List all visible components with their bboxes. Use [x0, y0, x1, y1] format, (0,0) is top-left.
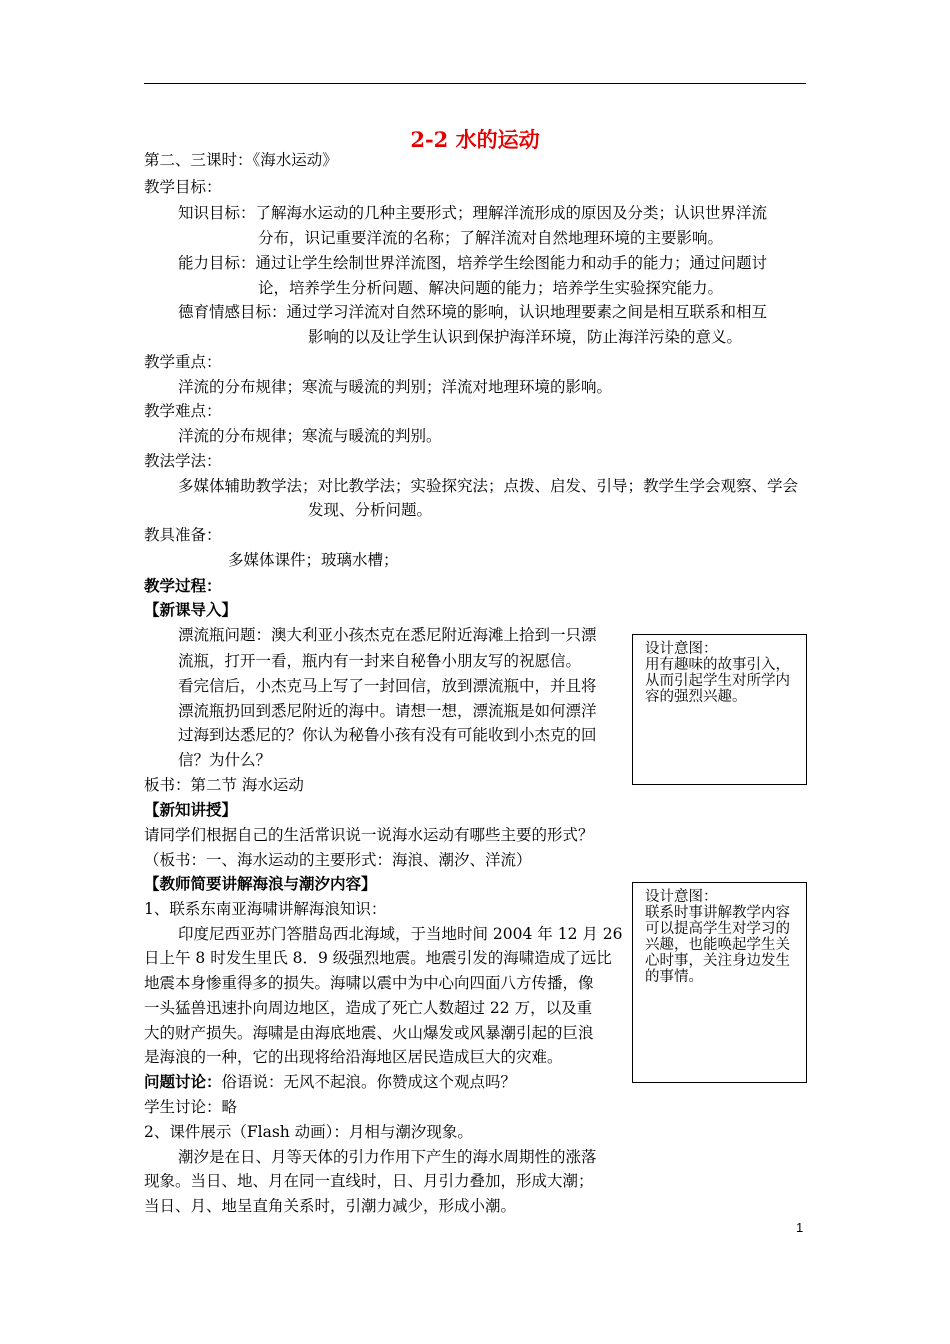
design-intent-1-heading: 设计意图：	[645, 641, 718, 657]
tide-line2: 潮汐是在日、月等天体的引力作用下产生的海水周期性的涨落	[178, 1148, 597, 1166]
difficult-points-heading: 教学难点：	[144, 402, 222, 420]
new-knowledge-question: 请同学们根据自己的生活常识说一说海水运动有哪些主要的形式？	[144, 826, 594, 844]
design-intent-box-1	[632, 634, 807, 785]
objectives-heading: 教学目标：	[144, 178, 222, 196]
difficult-points-text: 洋流的分布规律；寒流与暖流的判别。	[178, 427, 442, 445]
key-points-text: 洋流的分布规律；寒流与暖流的判别；洋流对地理环境的影响。	[178, 378, 613, 396]
wave-line3: 日上午 8 时发生里氏 8．9 级强烈地震。地震引发的海啸造成了远比	[144, 949, 612, 967]
intro-line6: 信？为什么？	[178, 751, 272, 769]
knowledge-goal-line2: 分布，识记重要洋流的名称；了解洋流对自然地理环境的主要影响。	[258, 229, 724, 247]
page-title: 2-2 水的运动	[410, 127, 540, 152]
discussion-line	[144, 1072, 516, 1092]
moral-goal-line1: 德育情感目标：通过学习洋流对自然环境的影响，认识地理要素之间是相互联系和相互	[178, 303, 768, 321]
teacher-explanation-heading: 【教师简要讲解海浪与潮汐内容】	[144, 874, 377, 893]
page-number: 1	[796, 1220, 804, 1235]
ability-goal-line2: 论，培养学生分析问题、解决问题的能力；培养学生实验探究能力。	[258, 279, 724, 297]
student-discussion: 学生讨论：略	[144, 1098, 238, 1116]
wave-line4: 地震本身惨重得多的损失。海啸以震中为中心向四面八方传播，像	[144, 974, 594, 992]
discussion-label: 问题讨论：	[144, 1072, 222, 1091]
process-heading: 教学过程：	[144, 576, 222, 595]
moral-goal-line2: 影响的以及让学生认识到保护海洋环境，防止海洋污染的意义。	[308, 328, 743, 346]
board-note-1: 板书：第二节 海水运动	[144, 776, 304, 794]
design-intent-1-text: 用有趣味的故事引入，从而引起学生对所学内容的强烈兴趣。	[645, 657, 790, 705]
intro-heading: 【新课导入】	[144, 600, 238, 619]
tide-line4: 当日、月、地呈直角关系时，引潮力减少，形成小潮。	[144, 1197, 517, 1215]
design-intent-2-text: 联系时事讲解教学内容可以提高学生对学习的兴趣，也能唤起学生关心时事，关注身边发生的事情。	[645, 905, 790, 985]
intro-line2: 流瓶，打开一看，瓶内有一封来自秘鲁小朋友写的祝愿信。	[178, 652, 582, 670]
method-line2: 发现、分析问题。	[308, 501, 433, 519]
wave-line1: 1、联系东南亚海啸讲解海浪知识：	[144, 900, 387, 918]
tools-text: 多媒体课件；玻璃水槽；	[228, 551, 399, 569]
method-line1: 多媒体辅助教学法；对比教学法；实验探究法；点拨、启发、引导；教学生学会观察、学会	[178, 477, 799, 495]
design-intent-box-2	[632, 882, 807, 1083]
header-rule	[144, 83, 806, 84]
design-intent-2-heading: 设计意图：	[645, 889, 718, 905]
wave-line2: 印度尼西亚苏门答腊岛西北海域，于当地时间 2004 年 12 月 26	[178, 925, 623, 943]
knowledge-goal-line1: 知识目标：了解海水运动的几种主要形式；理解洋流形成的原因及分类；认识世界洋流	[178, 204, 768, 222]
new-knowledge-heading: 【新知讲授】	[144, 800, 238, 819]
intro-line5: 过海到达悉尼的？你认为秘鲁小孩有没有可能收到小杰克的回	[178, 726, 597, 744]
discussion-text: 俗语说：无风不起浪。你赞成这个观点吗？	[221, 1073, 517, 1091]
method-heading: 教法学法：	[144, 452, 222, 470]
wave-line5: 一头猛兽迅速扑向周边地区，造成了死亡人数超过 22 万，以及重	[144, 999, 593, 1017]
tools-heading: 教具准备：	[144, 526, 222, 544]
intro-line4: 漂流瓶扔回到悉尼附近的海中。请想一想，漂流瓶是如何漂洋	[178, 702, 597, 720]
wave-line6: 大的财产损失。海啸是由海底地震、火山爆发或风暴潮引起的巨浪	[144, 1024, 594, 1042]
intro-line1: 漂流瓶问题：澳大利亚小孩杰克在悉尼附近海滩上拾到一只漂	[178, 626, 597, 644]
ability-goal-line1: 能力目标：通过让学生绘制世界洋流图，培养学生绘图能力和动手的能力；通过问题讨	[178, 254, 768, 272]
tide-line1: 2、课件展示（Flash 动画）：月相与潮汐现象。	[144, 1123, 473, 1141]
board-note-2: （板书：一、海水运动的主要形式：海浪、潮汐、洋流）	[144, 851, 532, 869]
intro-line3: 看完信后，小杰克马上写了一封回信，放到漂流瓶中，并且将	[178, 677, 597, 695]
tide-line3: 现象。当日、地、月在同一直线时，日、月引力叠加，形成大潮；	[144, 1172, 594, 1190]
key-points-heading: 教学重点：	[144, 353, 222, 371]
lesson-subtitle: 第二、三课时：《海水运动》	[144, 151, 338, 169]
wave-line7: 是海浪的一种，它的出现将给沿海地区居民造成巨大的灾难。	[144, 1048, 563, 1066]
